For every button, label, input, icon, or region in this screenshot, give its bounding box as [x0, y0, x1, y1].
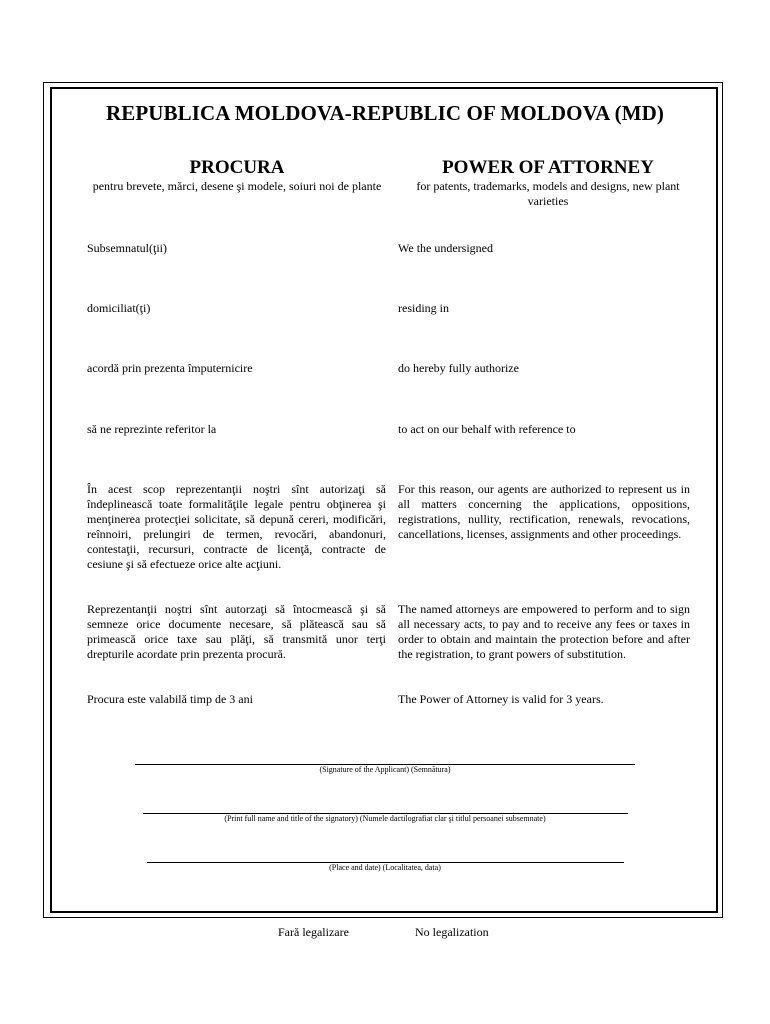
romanian-heading: PROCURA: [189, 157, 285, 178]
romanian-undersigned-label: Subsemnatul(ţii): [87, 241, 167, 255]
english-subheading: for patents, trademarks, models and designs, new plant varieties: [416, 179, 680, 208]
english-authorize-label: do hereby fully authorize: [398, 361, 519, 375]
romanian-empowerment-paragraph: Reprezentanţii noştri sînt autorzaţi să întocmească şi să semneze orice documente necesare, să plătească sau să primească orice taxe sau plăţi, să transmită unor terţi drepturile acordate prin prezenta procură.: [87, 602, 386, 661]
english-heading: POWER OF ATTORNEY: [442, 157, 654, 178]
english-represent-label: to act on our behalf with reference to: [398, 422, 576, 436]
applicant-signature-caption: (Signature of the Applicant) (Semnătura): [319, 765, 451, 774]
romanian-represent-label: să ne reprezinte referitor la: [87, 422, 217, 436]
footer-romanian-no-legalization: Fară legalizare: [278, 925, 349, 939]
english-empowerment-paragraph: The named attorneys are empowered to perform and to sign all necessary acts, to pay and to receive any fees or taxes in order to obtain and maintain the protection before and after the registration, to grant powers of substitution.: [398, 602, 690, 661]
romanian-residing-label: domiciliat(ţi): [87, 301, 151, 315]
print-name-caption: (Print full name and title of the signatory) (Numele dactilografiat clar şi titlul persoanei subsemnate): [224, 814, 546, 823]
english-authorization-paragraph: For this reason, our agents are authorized to represent us in all matters concerning the applications, oppositions, registrations, nullity, rectification, renewals, revocations, cancellations, licenses, assignments and other proceedings.: [398, 482, 690, 541]
english-validity-text: The Power of Attorney is valid for 3 years.: [398, 692, 604, 706]
english-residing-label: residing in: [398, 301, 449, 315]
romanian-authorize-label: acordă prin prezenta împuternicire: [87, 361, 253, 375]
place-date-caption: (Place and date) (Localitatea, data): [329, 863, 441, 872]
english-undersigned-label: We the undersigned: [398, 241, 494, 255]
romanian-authorization-paragraph: În acest scop reprezentanţii noştri sînt autorizaţi să îndeplinească toate formalităţile legale pentru obţinerea şi menţinerea protecţiei solicitate, să depună cereri, modificări, reînnoiri, prelungiri de termen, revocări, abandonuri, contestaţii, recursuri, contracte de licenţă, contracte de cesiune şi să efectueze orice alte acţiuni.: [87, 482, 386, 571]
romanian-subheading: pentru brevete, mărci, desene şi modele, soiuri noi de plante: [92, 179, 382, 193]
romanian-validity-text: Procura este valabilă timp de 3 ani: [87, 692, 253, 706]
document-title: REPUBLICA MOLDOVA-REPUBLIC OF MOLDOVA (MD): [105, 101, 664, 125]
footer-english-no-legalization: No legalization: [415, 925, 489, 939]
